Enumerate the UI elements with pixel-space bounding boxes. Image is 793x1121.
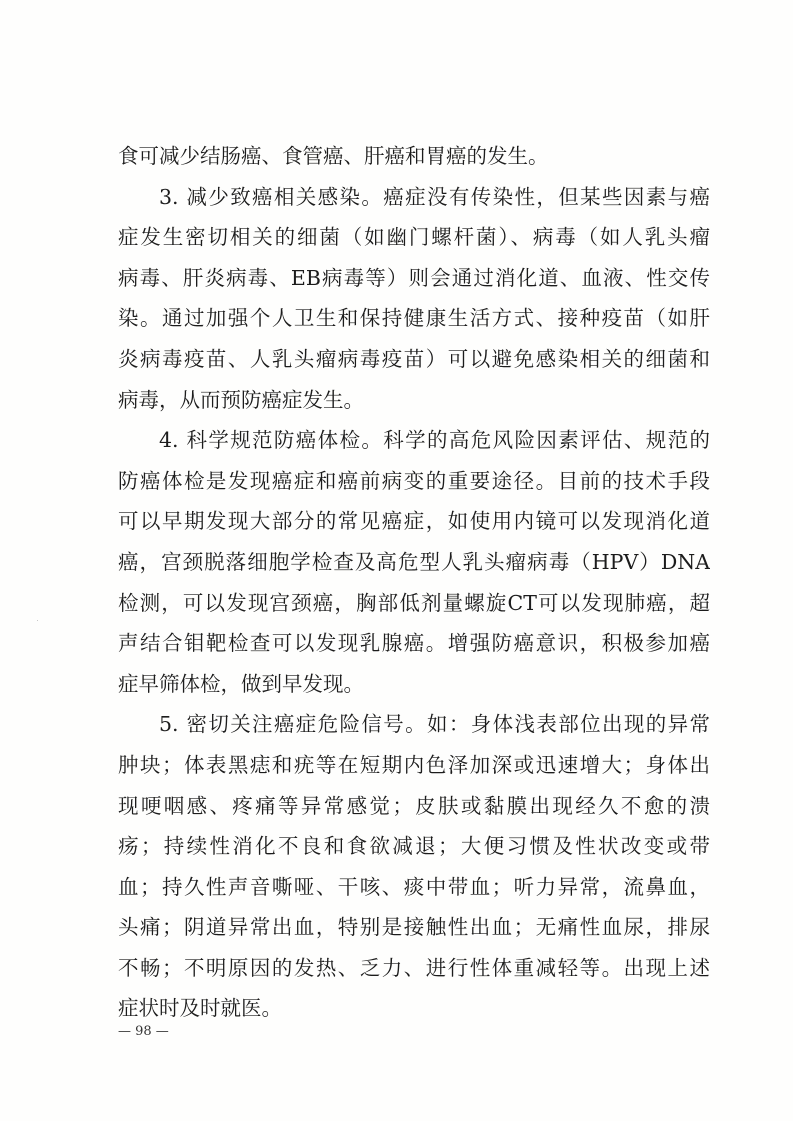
text-line: 肿块；体表黑痣和疣等在短期内色泽加深或迅速增大；身体出 [118,752,710,777]
text-line: 可以早期发现大部分的常见癌症，如使用内镜可以发现消化道 [118,509,710,534]
text-line: 3. 减少致癌相关感染。癌症没有传染性，但某些因素与癌 [159,184,710,209]
text-line: 症早筛体检，做到早发现。 [118,671,364,696]
text-line: 5. 密切关注癌症危险信号。如：身体浅表部位出现的异常 [159,712,710,737]
text-line: 癌，宫颈脱落细胞学检查及高危型人乳头瘤病毒（HPV）DNA [118,549,710,574]
text-line: 症状时及时就医。 [118,996,282,1021]
text-line: 4. 科学规范防癌体检。科学的高危风险因素评估、规范的 [159,428,710,453]
text-line: 病毒，从而预防癌症发生。 [118,387,364,412]
text-line: 头痛；阴道异常出血，特别是接触性出血；无痛性血尿，排尿 [118,915,710,940]
text-line: 炎病毒疫苗、人乳头瘤病毒疫苗）可以避免感染相关的细菌和 [118,346,710,371]
text-line: 血；持久性声音嘶哑、干咳、痰中带血；听力异常，流鼻血， [118,874,710,899]
text-line: 疡；持续性消化不良和食欲减退；大便习惯及性状改变或带 [118,834,710,859]
text-line: 防癌体检是发现癌症和癌前病变的重要途径。目前的技术手段 [118,468,710,493]
text-line: 症发生密切相关的细菌（如幽门螺杆菌）、病毒（如人乳头瘤 [118,225,710,250]
text-line: 声结合钼靶检查可以发现乳腺癌。增强防癌意识，积极参加癌 [118,631,710,656]
scan-speck [37,620,38,621]
text-line: 食可减少结肠癌、食管癌、肝癌和胃癌的发生。 [118,144,549,168]
text-line: 病毒、肝炎病毒、EB病毒等）则会通过消化道、血液、性交传 [118,265,710,290]
text-line: 染。通过加强个人卫生和保持健康生活方式、接种疫苗（如肝 [118,306,710,331]
text-line: 检测，可以发现宫颈癌，胸部低剂量螺旋CT可以发现肺癌，超 [118,590,710,615]
text-line: 不畅；不明原因的发热、乏力、进行性体重减轻等。出现上述 [118,955,710,980]
page-number: — 98 — [118,1024,169,1039]
body-text [118,136,710,1029]
text-line: 现哽咽感、疼痛等异常感觉；皮肤或黏膜出现经久不愈的溃 [118,793,710,818]
